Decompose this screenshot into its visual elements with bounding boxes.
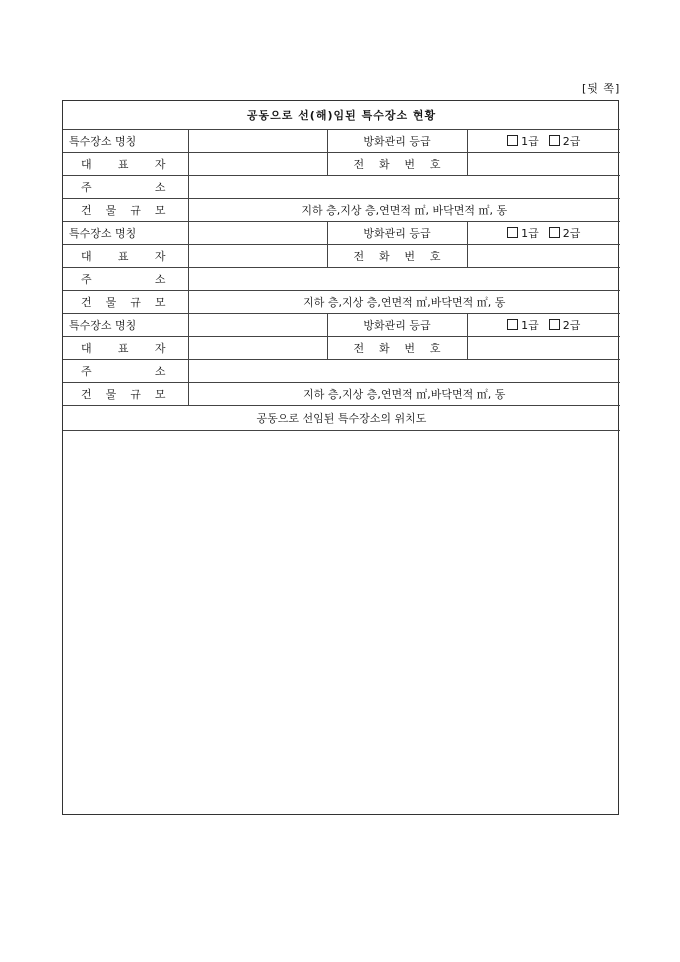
grade-1-label: 1급	[521, 135, 539, 148]
phone-label: 전 화 번 호	[327, 337, 467, 360]
grade-1-label: 1급	[521, 227, 539, 240]
grade-1-checkbox[interactable]	[507, 135, 518, 146]
address-label: 주 소	[63, 360, 188, 383]
table-row	[63, 383, 620, 406]
table-row	[63, 153, 620, 176]
table-row	[63, 314, 620, 337]
table-row	[63, 176, 620, 199]
grade-1-label: 1급	[521, 319, 539, 332]
grade-options	[467, 314, 620, 337]
grade-2-checkbox[interactable]	[549, 135, 560, 146]
phone-value[interactable]	[467, 337, 620, 360]
name-label: 특수장소 명칭	[63, 130, 188, 153]
grade-1-checkbox[interactable]	[507, 227, 518, 238]
phone-label: 전 화 번 호	[327, 153, 467, 176]
grade-label: 방화관리 등급	[327, 222, 467, 245]
name-value[interactable]	[188, 222, 327, 245]
grade-2-label: 2급	[562, 135, 581, 148]
building-value: 지하 층,지상 층,연면적 ㎡,바닥면적 ㎡, 동	[188, 291, 620, 314]
address-value[interactable]	[188, 268, 620, 291]
rep-label: 대 표 자	[63, 245, 188, 268]
joint-special-place-form	[62, 100, 619, 815]
address-value[interactable]	[188, 360, 620, 383]
page-side-label: [뒷 쪽]	[582, 82, 621, 95]
building-label: 건 물 규 모	[63, 291, 188, 314]
grade-options	[467, 130, 620, 153]
phone-value[interactable]	[467, 153, 620, 176]
name-value[interactable]	[188, 130, 327, 153]
name-value[interactable]	[188, 314, 327, 337]
rep-label: 대 표 자	[63, 337, 188, 360]
table-row	[63, 337, 620, 360]
phone-label: 전 화 번 호	[327, 245, 467, 268]
address-label: 주 소	[63, 176, 188, 199]
name-label: 특수장소 명칭	[63, 314, 188, 337]
building-label: 건 물 규 모	[63, 199, 188, 222]
grade-2-label: 2급	[562, 227, 581, 240]
table-row	[63, 199, 620, 222]
rep-value[interactable]	[188, 337, 327, 360]
name-label: 특수장소 명칭	[63, 222, 188, 245]
rep-label: 대 표 자	[63, 153, 188, 176]
grade-1-checkbox[interactable]	[507, 319, 518, 330]
address-value[interactable]	[188, 176, 620, 199]
building-value: 지하 층,지상 층,연면적 ㎡,바닥면적 ㎡, 동	[188, 383, 620, 406]
table-row	[63, 245, 620, 268]
location-map-title: 공동으로 선임된 특수장소의 위치도	[63, 406, 620, 431]
rep-value[interactable]	[188, 245, 327, 268]
phone-value[interactable]	[467, 245, 620, 268]
building-value: 지하 층,지상 층,연면적 ㎡, 바닥면적 ㎡, 동	[188, 199, 620, 222]
address-label: 주 소	[63, 268, 188, 291]
table-row	[63, 222, 620, 245]
grade-label: 방화관리 등급	[327, 314, 467, 337]
table-row	[63, 268, 620, 291]
special-place-table	[63, 101, 620, 431]
grade-options	[467, 222, 620, 245]
grade-label: 방화관리 등급	[327, 130, 467, 153]
grade-2-checkbox[interactable]	[549, 319, 560, 330]
table-row	[63, 291, 620, 314]
rep-value[interactable]	[188, 153, 327, 176]
form-title: 공동으로 선(해)임된 특수장소 현황	[63, 101, 620, 130]
grade-2-checkbox[interactable]	[549, 227, 560, 238]
building-label: 건 물 규 모	[63, 383, 188, 406]
table-row	[63, 360, 620, 383]
table-row	[63, 130, 620, 153]
grade-2-label: 2급	[562, 319, 581, 332]
location-map-area[interactable]	[63, 431, 618, 814]
